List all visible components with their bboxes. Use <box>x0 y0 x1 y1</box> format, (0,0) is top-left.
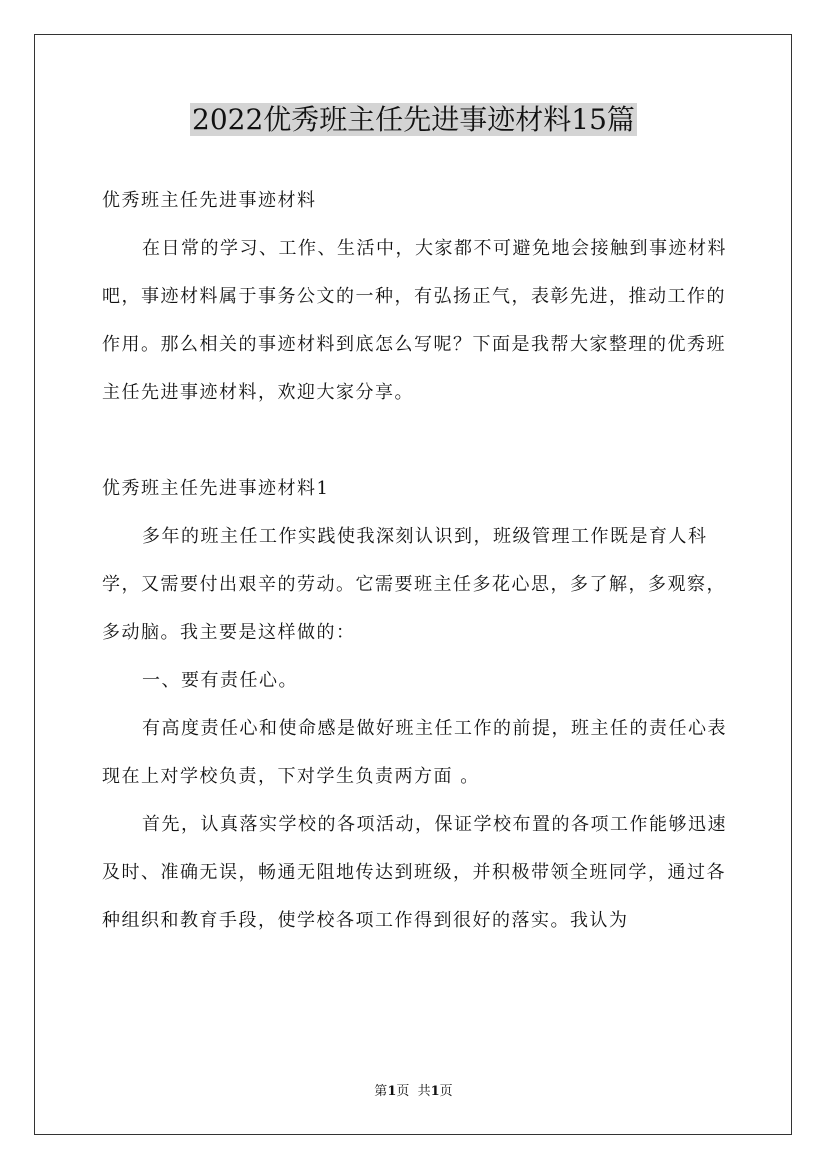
paragraph: 首先，认真落实学校的各项活动，保证学校布置的各项工作能够迅速及时、准确无误，畅通无阻地传达到班级，并积极带领全班同学，通过各种组织和教育手段，使学校各项工作得到很好的落实。我认为 <box>102 814 727 931</box>
document-body <box>102 177 732 945</box>
footer-mid: 页 共 <box>396 1084 431 1099</box>
paragraph: 有高度责任心和使命感是做好班主任工作的前提，班主任的责任心表现在上对学校负责，下对学生负责两方面 。 <box>102 718 727 787</box>
paragraph: 优秀班主任先进事迹材料 <box>102 190 317 211</box>
footer-suffix: 页 <box>439 1084 453 1099</box>
paragraph: 多年的班主任工作实践使我深刻认识到，班级管理工作既是育人科学，又需要付出艰辛的劳动。它需要班主任多花心思，多了解，多观察，多动脑。我主要是这样做的： <box>102 526 726 643</box>
section-heading: 优秀班主任先进事迹材料1 <box>102 478 330 499</box>
document-title <box>0 100 827 140</box>
page-footer <box>0 1082 827 1102</box>
subheading: 一、要有责任心。 <box>142 670 298 691</box>
document-title-text: 2022优秀班主任先进事迹材料15篇 <box>192 103 635 136</box>
paragraph: 在日常的学习、工作、生活中，大家都不可避免地会接触到事迹材料吧，事迹材料属于事务公文的一种，有弘扬正气，表彰先进，推动工作的作用。那么相关的事迹材料到底怎么写呢？下面是我帮大家整理的优秀班主任先进事迹材料，欢迎大家分享。 <box>102 238 727 403</box>
blank-line <box>102 417 732 465</box>
footer-page-number: 1 <box>387 1084 397 1099</box>
footer-prefix: 第 <box>374 1084 388 1099</box>
footer-total-pages: 1 <box>430 1084 440 1099</box>
